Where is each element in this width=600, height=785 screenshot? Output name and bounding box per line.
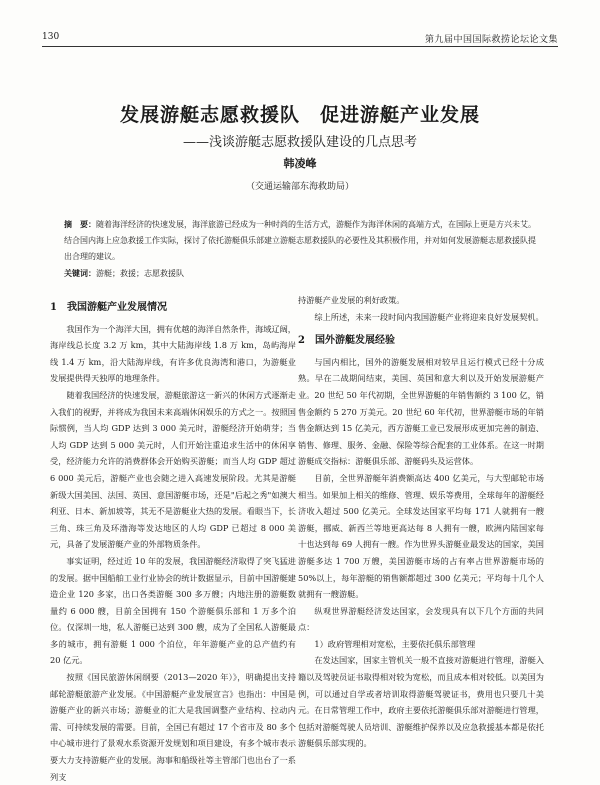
body-paragraph: 随着我国经济的快速发展，游艇旅游这一新兴的休闲方式逐渐走入我们的视野，并将成为我国未来高端休闲娱乐的方式之一。按照国际惯例，当人均 GDP 达到 3 000 美元时，游艇经济开始萌芽；当人均 GDP 达到 5 000 美元时，人们开始注重追求生活中的休闲享受，经济能力允许的消费群体会开始购买游艇；而当人均 GDP 超过 6 000 美元后，游艇产业也会随之进入高速发展阶段。尤其是游艇新级大国美国、法国、英国、意国游艇市场，还是"后起之秀"如澳大利亚、日本、新加坡等，其无不是游艇业大热的发展。看眼当下，长三角、珠三角及环渤海等发达地区的人均 GDP 已超过 8 000 美元，具备了发展游艇产业的外部物质条件。 (50, 389, 296, 550)
keywords-label: 关键词： (64, 268, 96, 278)
body-paragraph: 综上所述，未来一段时间内我国游艇产业将迎来良好发展契机。 (314, 311, 544, 322)
keywords-text: 游艇；救援；志愿救援队 (96, 269, 184, 278)
page-number: 130 (42, 32, 60, 42)
section-heading: 1 我国游艇产业发展情况 (50, 302, 167, 313)
body-paragraph: 与国内相比，国外的游艇发展相对较早且运行模式已经十分成熟。早在二战期间结束，美国、英国和意大利以及开始发展游艇产业。20 世纪 50 年代初期，全世界游艇的年销售额约 3 100 亿，销售金额约 5 270 万美元。20 世纪 60 年代初，世界游艇市场的年销售金额达到 15 亿美元，西方游艇工业已发展形成更加完善的制造、销售、修理、服务、金融、保险等综合配套的工业体系。在这一时期游艇成交指标：游艇俱乐部、游艇码头及运营体。 (298, 356, 544, 467)
list-heading: 1）政府管理相对宽松，主要依托俱乐部管理 (314, 638, 476, 649)
body-paragraph: 我国作为一个海洋大国，拥有优越的海洋自然条件，海域辽阔，海岸线总长度 3.2 万 km，其中大陆海岸线 1.8 万 km，岛屿海岸线 1.4 万 km，沿大陆海岸线，有许多优良海湾和港口，为游艇业发展提供得天独厚的地理条件。 (50, 323, 296, 384)
paper-subtitle: ——浅谈游艇志愿救援队建设的几点思考 (182, 135, 417, 150)
section-heading: 2 国外游艇发展经验 (298, 335, 395, 347)
body-paragraph: 纵观世界游艇经济发达国家，会发现具有以下几个方面的共同点： (298, 605, 544, 633)
abstract-block (64, 216, 536, 282)
right-column (298, 292, 544, 752)
body-paragraph: 持游艇产业发展的利好政策。 (298, 295, 405, 305)
body-paragraph: 按照《国民旅游休闲纲要（2013—2020 年）》，明确提出支持邮轮游艇旅游产业发展。《中国游艇产业发展宣言》也指出：中国是游艇产业的新兴市场；游艇业的汇大是我国调整产业结构、拉动内需、可持续发展的需要。目前，全国已有超过 17 个省市及 80 多个中心城市进行了景观水系资源开发规划和项目建设，有多个城市表示要大力支持游艇产业的发展。海事和船级社等主管部门也出台了一系列支 (50, 672, 296, 782)
running-header (42, 32, 558, 47)
left-column (50, 292, 296, 785)
abstract-text: 随着海洋经济的快速发展，海洋旅游已经成为一种时尚的生活方式，游艇作为海洋休闲的高端方式，在国际上更是方兴未艾。结合国内海上应急救援工作实际，探讨了依托游艇俱乐部建立游艇志愿救援队的必要性及其积极作用，并对如何发展游艇志愿救援队提出合理的建议。 (64, 220, 536, 261)
abstract-label: 摘 要： (64, 219, 96, 229)
author-name: 韩凌峰 (283, 157, 317, 170)
abstract (64, 216, 536, 265)
body-paragraph: 在发达国家，国家主管机关一般不直接对游艇进行管理，游艇入籍以及驾驶员证书取得相对较为宽松，而且成本相对较低。以美国为例，可以通过自学或者培训取得游艇驾驶证书，费用也只要几十美元。在日常管理工作中，政府主要依托游艇俱乐部对游艇进行管理，包括对游艇驾驶人员培训、游艇维护保养以及应急救援基本都是依托游艇俱乐部实现的。 (298, 655, 544, 749)
conference-title: 第九届中国国际救捞论坛论文集 (424, 35, 558, 45)
author-affiliation: （交通运输部东海救助局） (245, 182, 354, 192)
body-paragraph: 事实证明，经过近 10 年的发展，我国游艇经济取得了突飞猛进的发展。据中国船舶工业行业协会的统计数据显示，目前中国游艇建造企业 120 多家，出口各类游艇 300 多万艘；内地注册的游艇数量约 6 000 艘，目前全国拥有 150 个游艇俱乐部和 1 万多个泊位。仅深圳一地，私人游艇已达到 300 艘，成为了全国私人游艇最多的城市，拥有游艇 1 000 个泊位，年年游艇产业的总产值约有 20 亿元。 (50, 555, 296, 666)
paper-title: 发展游艇志愿救援队 促进游艇产业发展 (119, 104, 480, 126)
keywords (64, 265, 536, 282)
body-paragraph: 目前，全世界游艇年消费额高达 400 亿美元，与大型邮轮市场相当。如果加上相关的维修、管理、娱乐等费用，全球每年的游艇经济收入超过 500 亿美元。全球发达国家平均每 171 人就拥有一艘游艇，挪威、新西兰等地更高达每 8 人拥有一艘，欧洲内陆国家每十也达到每 69 人拥有一艘。作为世界头游艇业最发达的国家，美国游艇多达 1 700 万艘，美国游艇市场的占有率占世界游艇市场的 50%以上，每年游艇的销售额都超过 300 亿美元；平均每十几个人就拥有一艘游艇。 (298, 472, 544, 600)
